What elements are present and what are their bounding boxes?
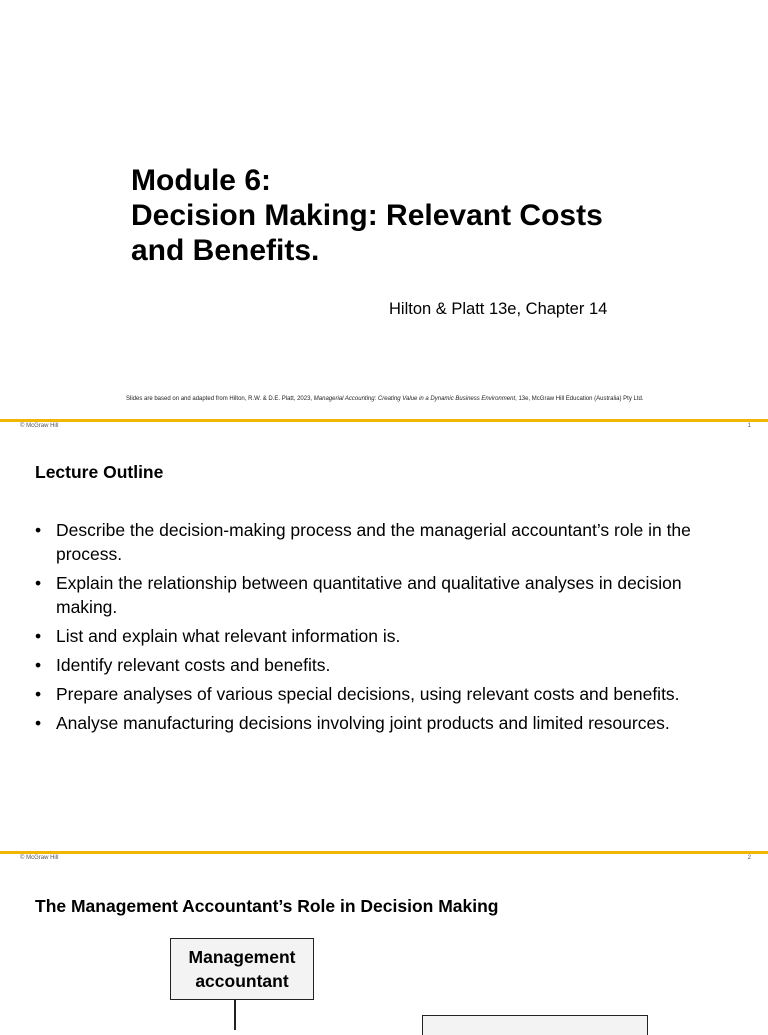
footer-copyright: © McGraw Hill: [20, 423, 59, 429]
bullet-icon: •: [35, 626, 42, 646]
list-item: [35, 682, 745, 706]
page-number: 2: [747, 855, 751, 861]
slide-3: [0, 868, 768, 1024]
slide-heading: Lecture Outline: [35, 462, 164, 482]
bullet-icon: •: [35, 713, 42, 733]
slide-1: [0, 0, 768, 432]
credit-prefix: Slides are based on and adapted from Hilton, R.W. & D.E. Platt, 2023,: [126, 396, 314, 402]
footer-rule: [0, 851, 768, 854]
bullet-icon: •: [35, 684, 42, 704]
list-item-text: Identify relevant costs and benefits.: [56, 655, 331, 675]
footer-rule: [0, 419, 768, 422]
list-item: [35, 711, 745, 735]
source-credit: [126, 395, 656, 403]
list-item-text: Explain the relationship between quantitative and qualitative analyses in decision making.: [56, 573, 682, 617]
management-accountant-box: [170, 938, 314, 1000]
title-line-1: Module 6:: [131, 164, 271, 197]
list-item-text: Describe the decision-making process and the managerial accountant’s role in the process.: [56, 520, 691, 564]
title-line-3: and Benefits.: [131, 234, 320, 267]
title-line-2: Decision Making: Relevant Costs: [131, 199, 603, 232]
slide-heading: The Management Accountant’s Role in Decision Making: [35, 896, 499, 916]
bullet-icon: •: [35, 520, 42, 540]
credit-suffix: , 13e, McGraw Hill Education (Australia) Pty Ltd.: [515, 396, 644, 402]
bullet-icon: •: [35, 573, 42, 593]
credit-book-title: Managerial Accounting: Creating Value in a Dynamic Business Environment: [313, 396, 516, 402]
list-item-text: List and explain what relevant information is.: [56, 626, 401, 646]
page-number: 1: [747, 423, 751, 429]
slide-2: [0, 434, 768, 866]
list-item: [35, 624, 745, 648]
outline-list: [35, 518, 745, 740]
list-item-text: Prepare analyses of various special decisions, using relevant costs and benefits.: [56, 684, 680, 704]
list-item: [35, 571, 745, 619]
slide-title: [131, 163, 691, 268]
box-label-line-1: Management: [188, 947, 296, 967]
slide-subtitle: Hilton & Platt 13e, Chapter 14: [389, 300, 608, 318]
list-item: [35, 518, 745, 566]
list-item-text: Analyse manufacturing decisions involving joint products and limited resources.: [56, 713, 670, 733]
diagram-box-partial: [422, 1015, 648, 1035]
footer-copyright: © McGraw Hill: [20, 855, 59, 861]
bullet-icon: •: [35, 655, 42, 675]
list-item: [35, 653, 745, 677]
box-label-line-2: accountant: [195, 971, 289, 991]
connector-line: [234, 1000, 236, 1030]
